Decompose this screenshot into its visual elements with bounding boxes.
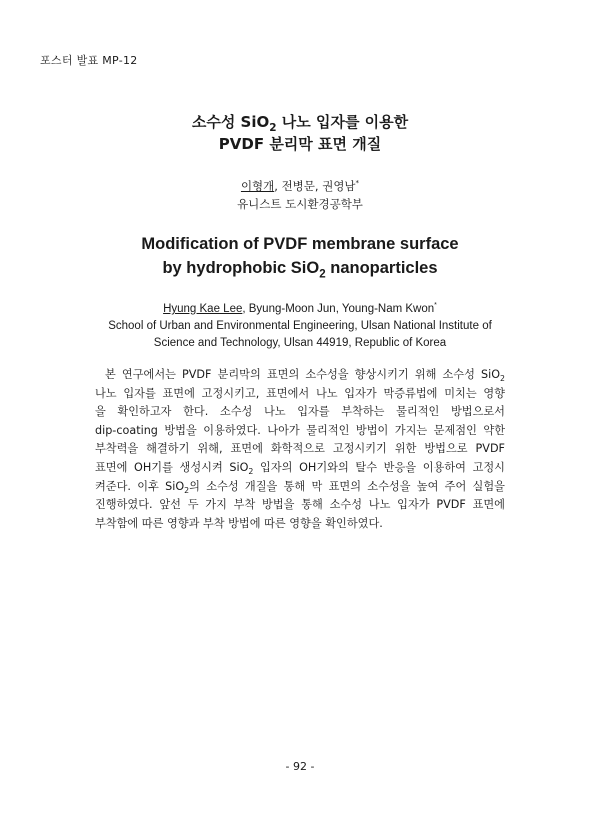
corresponding-author-mark-en: *: [434, 302, 437, 309]
abstract-line: dip-coating 방법을 이용하였다. 나아가 물리적인 방법이 가지는 문제점인 약한: [95, 423, 505, 437]
abstract-line: 부착함에 따른 영향과 부착 방법에 따른 영향을 확인하였다.: [95, 516, 383, 530]
korean-authors-block: [0, 174, 600, 213]
english-affiliation-line-2: Science and Technology, Ulsan 44919, Republic of Korea: [153, 336, 447, 349]
korean-affiliation: 유니스트 도시환경공학부: [237, 196, 363, 211]
abstract-line: 본 연구에서는 PVDF 분리막의 표면의 소수성을 향상시키기 위해 소수성 SiO$_2$: [105, 368, 505, 384]
korean-title-line-2: PVDF 분리막 표면 개질: [218, 135, 382, 153]
english-author-list: Hyung Kae Lee, Byung-Moon Jun, Young-Nam Kwon*: [163, 302, 437, 315]
korean-author-list: 이형개, 전병문, 권영남*: [240, 178, 360, 193]
english-title-line-2: by hydrophobic SiO$_2$ nanoparticles: [162, 259, 438, 281]
english-affiliation-line-1: School of Urban and Environmental Engineering, Ulsan National Institute of: [108, 319, 492, 332]
abstract-line: 켜준다. 이후 SiO$_2$의 소수성 개질을 통해 막 표면의 소수성을 높여 주어 실험을: [95, 479, 505, 495]
english-title: [0, 232, 600, 280]
presenting-author-en: Hyung Kae Lee: [163, 302, 243, 315]
presenting-author-ko: 이형개: [240, 178, 275, 193]
abstract-line: 나노 입자를 표면에 고정시키고, 표면에서 나노 입자가 막증류법에 미치는 영향: [95, 386, 505, 400]
abstract-body: [95, 366, 505, 533]
korean-title: [0, 111, 600, 155]
korean-title-line-1: 소수성 SiO$_2$ 나노 입자를 이용한: [191, 113, 409, 134]
abstract-line: 진행하였다. 앞선 두 가지 부착 방법을 통해 소수성 나노 입자가 PVDF 표면에: [95, 498, 505, 512]
english-authors-block: [0, 297, 600, 352]
abstract-line: 표면에 OH기를 생성시켜 SiO$_2$ 입자의 OH기와의 탈수 반응을 이용하여 고정시: [95, 460, 505, 477]
english-title-line-1: Modification of PVDF membrane surface: [141, 235, 459, 253]
abstract-line: 부착력을 해결하기 위해, 표면에 화학적으로 고정시키기 위한 방법으로 PVDF: [95, 442, 505, 456]
abstract-line: 을 확인하고자 한다. 소수성 나노 입자를 부착하는 물리적인 방법으로서: [95, 405, 505, 419]
page-number: - 92 -: [285, 760, 315, 773]
poster-session-tag: 포스터 발표 MP-12: [40, 54, 138, 67]
corresponding-author-mark: *: [355, 179, 360, 187]
